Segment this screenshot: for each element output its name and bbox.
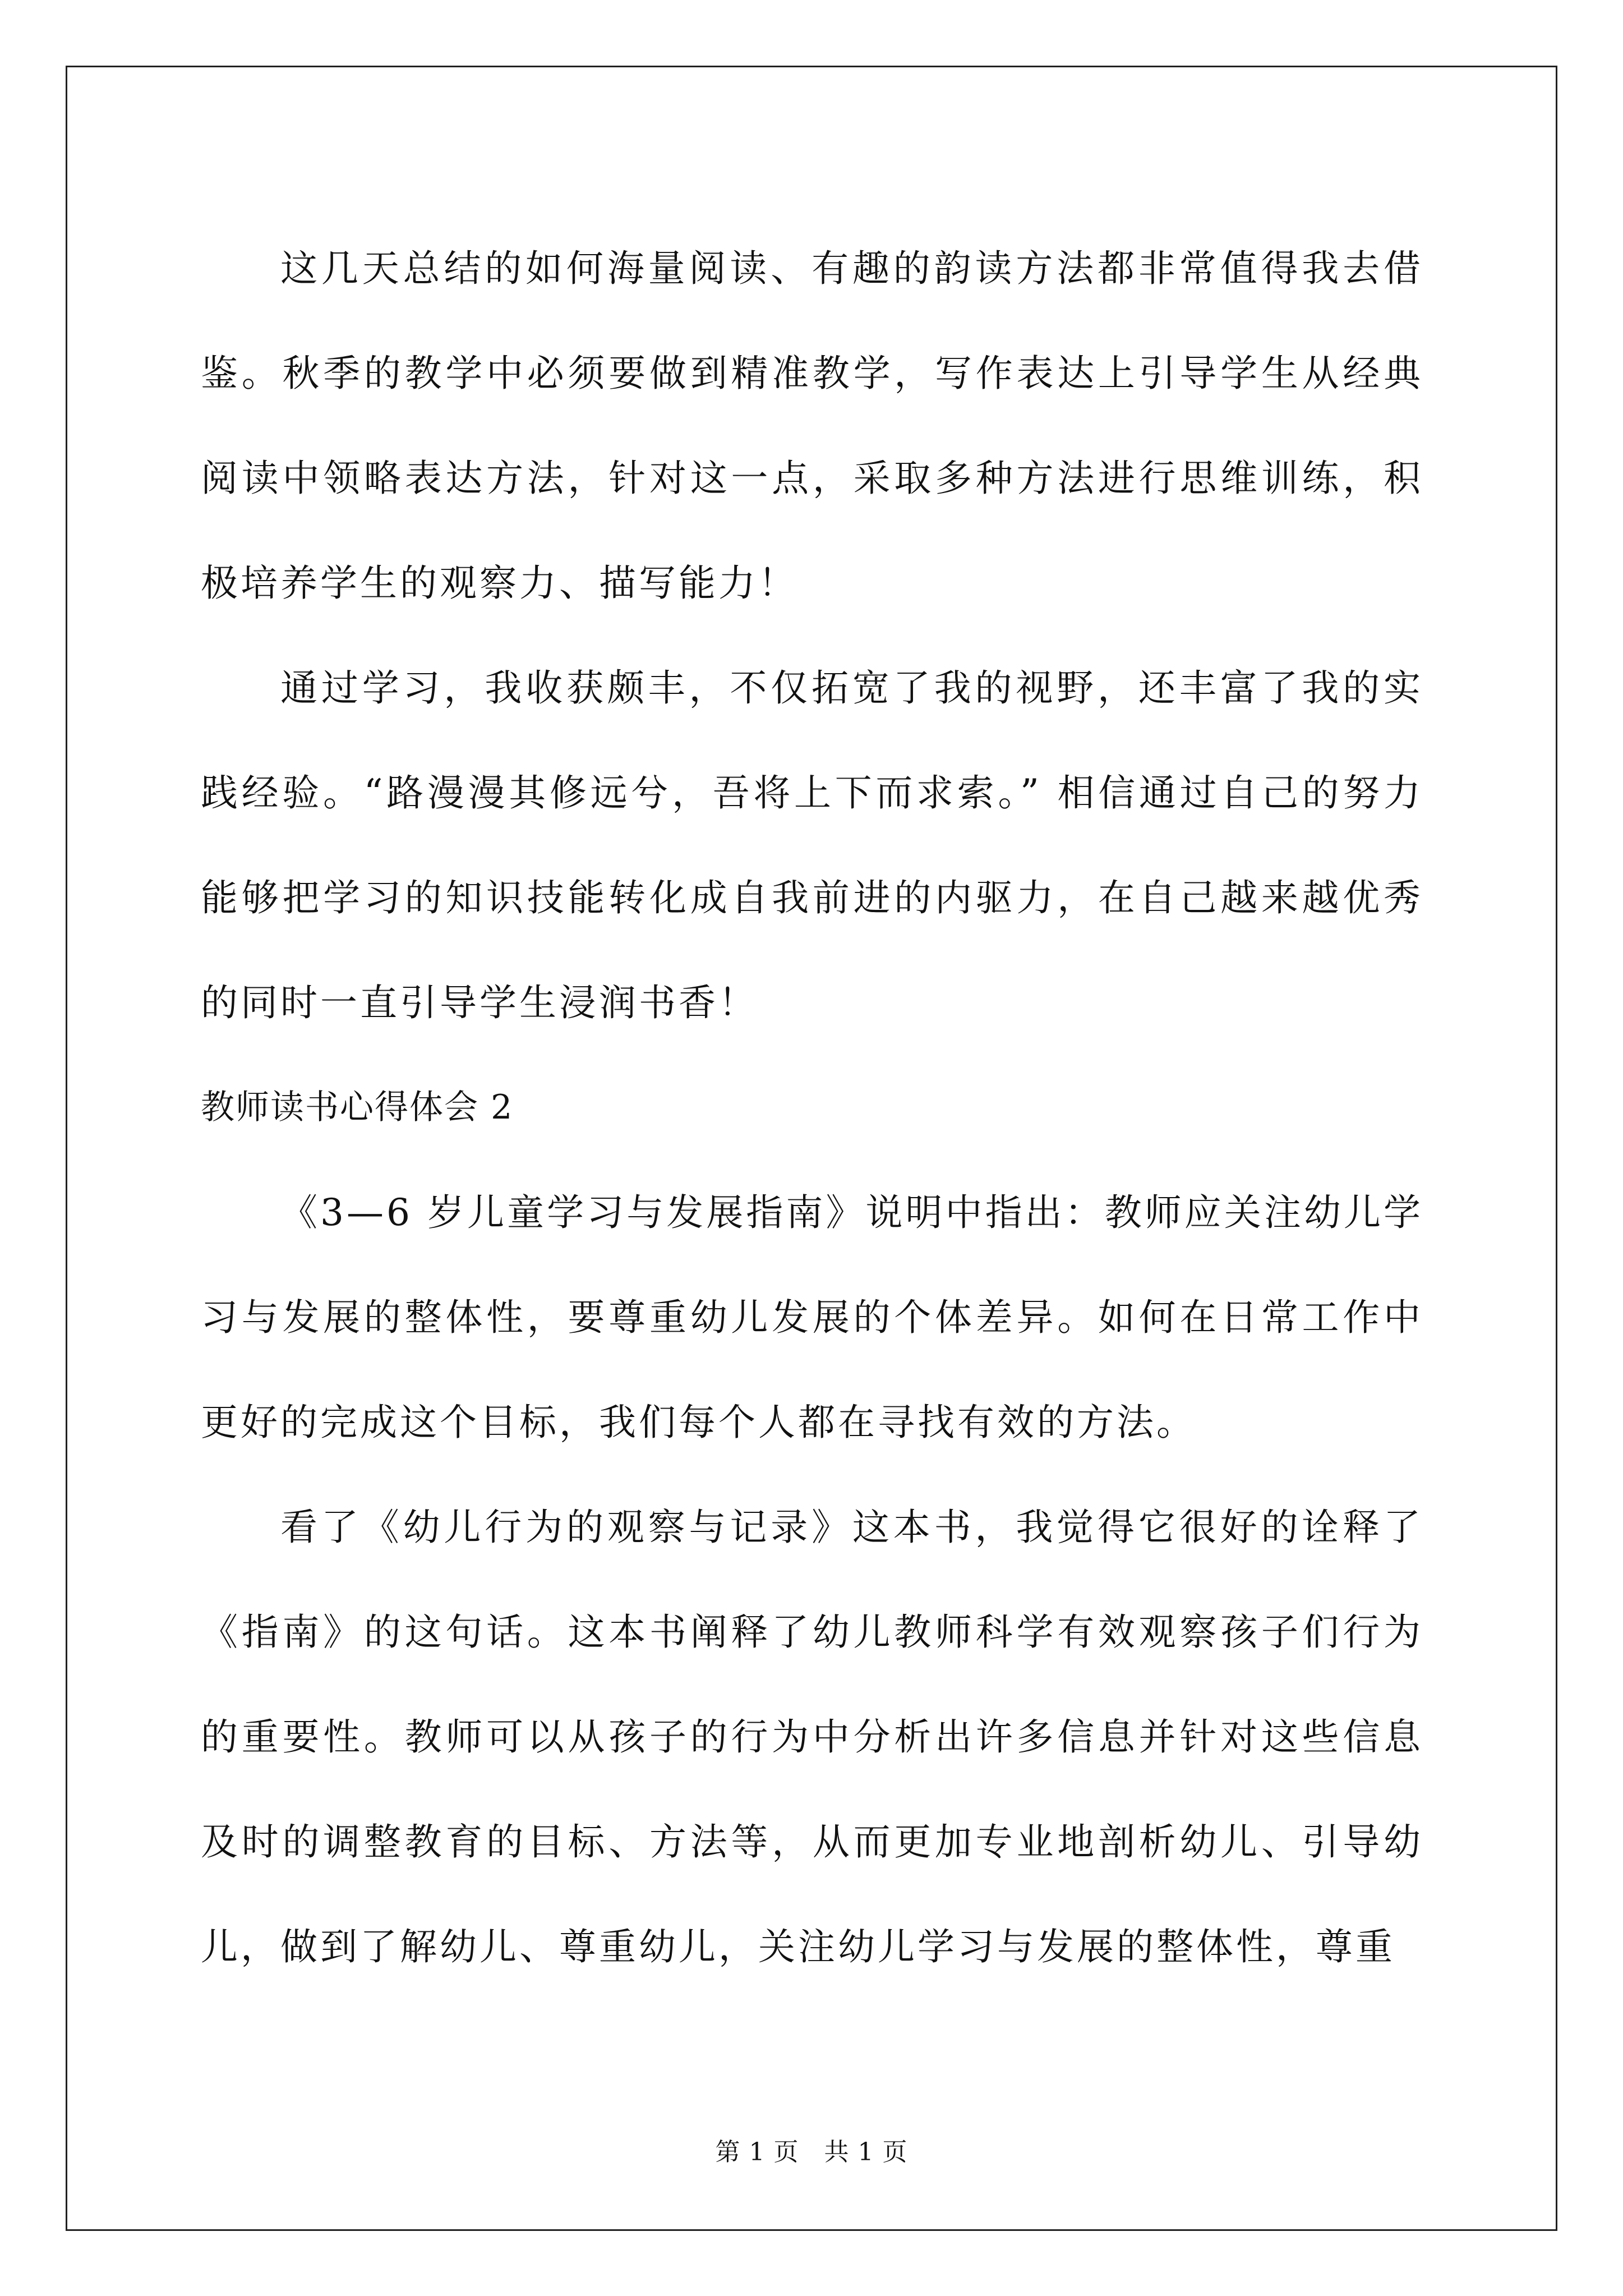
document-body	[201, 216, 1423, 1999]
paragraph-4: 看了《幼儿行为的观察与记录》这本书，我觉得它很好的诠释了《指南》的这句话。这本书阐释了幼儿教师科学有效观察孩子们行为的重要性。教师可以从孩子的行为中分析出许多信息并针对这些信息及时的调整教育的目标、方法等，从而更加专业地剖析幼儿、引导幼儿，做到了解幼儿、尊重幼儿，关注幼儿学习与发展的整体性，尊重	[201, 1506, 1423, 1968]
section-heading: 教师读书心得体会 2	[201, 1088, 514, 1127]
paragraph-3: 《3—6 岁儿童学习与发展指南》说明中指出：教师应关注幼儿学习与发展的整体性，要尊重幼儿发展的个体差异。如何在日常工作中更好的完成这个目标，我们每个人都在寻找有效的方法。	[201, 1191, 1423, 1444]
paragraph-1: 这几天总结的如何海量阅读、有趣的韵读方法都非常值得我去借鉴。秋季的教学中必须要做到精准教学，写作表达上引导学生从经典阅读中领略表达方法，针对这一点，采取多种方法进行思维训练，积极培养学生的观察力、描写能力！	[201, 247, 1423, 605]
page-number: 第 1 页	[715, 2138, 799, 2166]
paragraph-2: 通过学习，我收获颇丰，不仅拓宽了我的视野，还丰富了我的实践经验。“路漫漫其修远兮，吾将上下而求索。” 相信通过自己的努力能够把学习的知识技能转化成自我前进的内驱力，在自己越来越优秀的同时一直引导学生浸润书香！	[201, 666, 1423, 1024]
page-total: 共 1 页	[824, 2138, 908, 2166]
page-footer	[0, 2132, 1623, 2168]
